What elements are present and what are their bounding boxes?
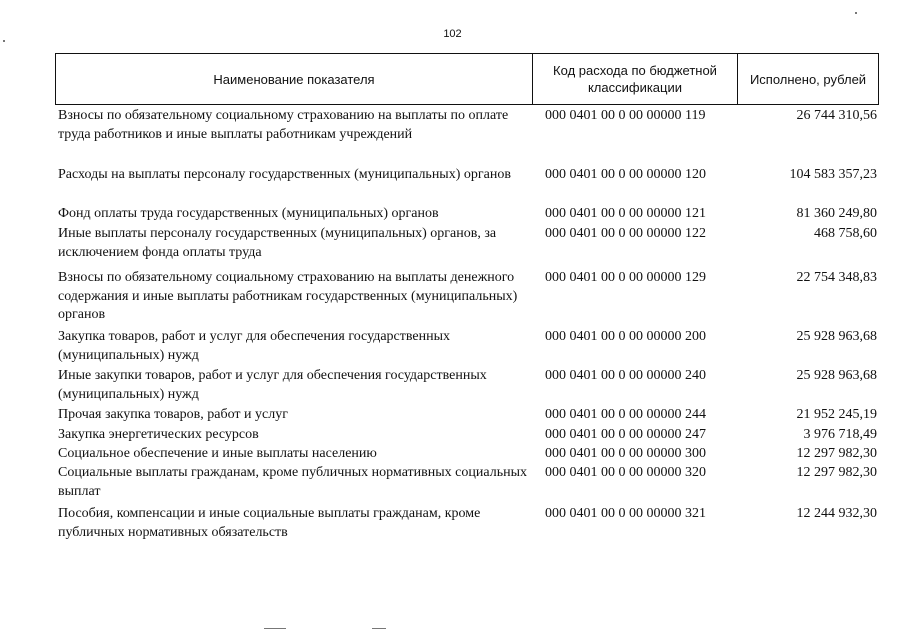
row-code: 000 0401 00 0 00 00000 121 [545,206,706,221]
budget-table [55,53,879,540]
row-amount: 26 744 310,56 [796,108,877,123]
row-name: Пособия, компенсации и иные социальные выплаты гражданам, кроме публичных нормативных обязательств [58,506,481,540]
row-amount: 12 244 932,30 [796,506,877,521]
row-amount: 21 952 245,19 [796,407,877,422]
row-name: Прочая закупка товаров, работ и услуг [58,407,288,422]
row-amount: 25 928 963,68 [796,368,877,383]
row-name: Социальное обеспечение и иные выплаты населению [58,446,377,461]
header-code: Код расхода по бюджетной классификации [533,54,738,104]
page-number: 102 [443,28,462,40]
row-code: 000 0401 00 0 00 00000 200 [545,329,706,344]
row-amount: 3 976 718,49 [803,427,877,442]
row-amount: 22 754 348,83 [796,270,877,285]
row-code: 000 0401 00 0 00 00000 240 [545,368,706,383]
row-name: Закупка энергетических ресурсов [58,427,259,442]
scan-speck [855,12,857,14]
row-amount: 81 360 249,80 [796,206,877,221]
row-code: 000 0401 00 0 00 00000 119 [545,108,706,123]
row-name: Социальные выплаты гражданам, кроме публичных нормативных социальных выплат [58,465,527,499]
row-name: Фонд оплаты труда государственных (муниципальных) органов [58,206,439,221]
scan-speck [372,628,386,629]
table-header [55,53,879,105]
row-code: 000 0401 00 0 00 00000 122 [545,226,706,241]
row-name: Иные закупки товаров, работ и услуг для обеспечения государственных (муниципальных) нужд [58,368,487,402]
row-name: Взносы по обязательному социальному страхованию на выплаты по оплате труда работников и иные выплаты работникам учреждений [58,108,509,142]
header-name: Наименование показателя [56,54,533,104]
row-code: 000 0401 00 0 00 00000 244 [545,407,706,422]
scan-speck [3,40,5,42]
row-code: 000 0401 00 0 00 00000 129 [545,270,706,285]
row-code: 000 0401 00 0 00 00000 320 [545,465,706,480]
row-name: Расходы на выплаты персоналу государственных (муниципальных) органов [58,167,511,182]
row-amount: 12 297 982,30 [796,465,877,480]
row-code: 000 0401 00 0 00 00000 120 [545,167,706,182]
scan-speck [264,628,286,629]
row-amount: 12 297 982,30 [796,446,877,461]
row-name: Иные выплаты персоналу государственных (муниципальных) органов, за исключением фонда оплаты труда [58,226,497,260]
row-amount: 468 758,60 [814,226,877,241]
row-name: Закупка товаров, работ и услуг для обеспечения государственных (муниципальных) нужд [58,329,451,363]
row-amount: 25 928 963,68 [796,329,877,344]
row-code: 000 0401 00 0 00 00000 247 [545,427,706,442]
row-name: Взносы по обязательному социальному страхованию на выплаты денежного содержания и иные выплаты работникам государственных (муниципальных) органов [58,270,518,322]
header-executed: Исполнено, рублей [749,71,867,87]
row-code: 000 0401 00 0 00 00000 300 [545,446,706,461]
row-amount: 104 583 357,23 [789,167,877,182]
row-code: 000 0401 00 0 00 00000 321 [545,506,706,521]
